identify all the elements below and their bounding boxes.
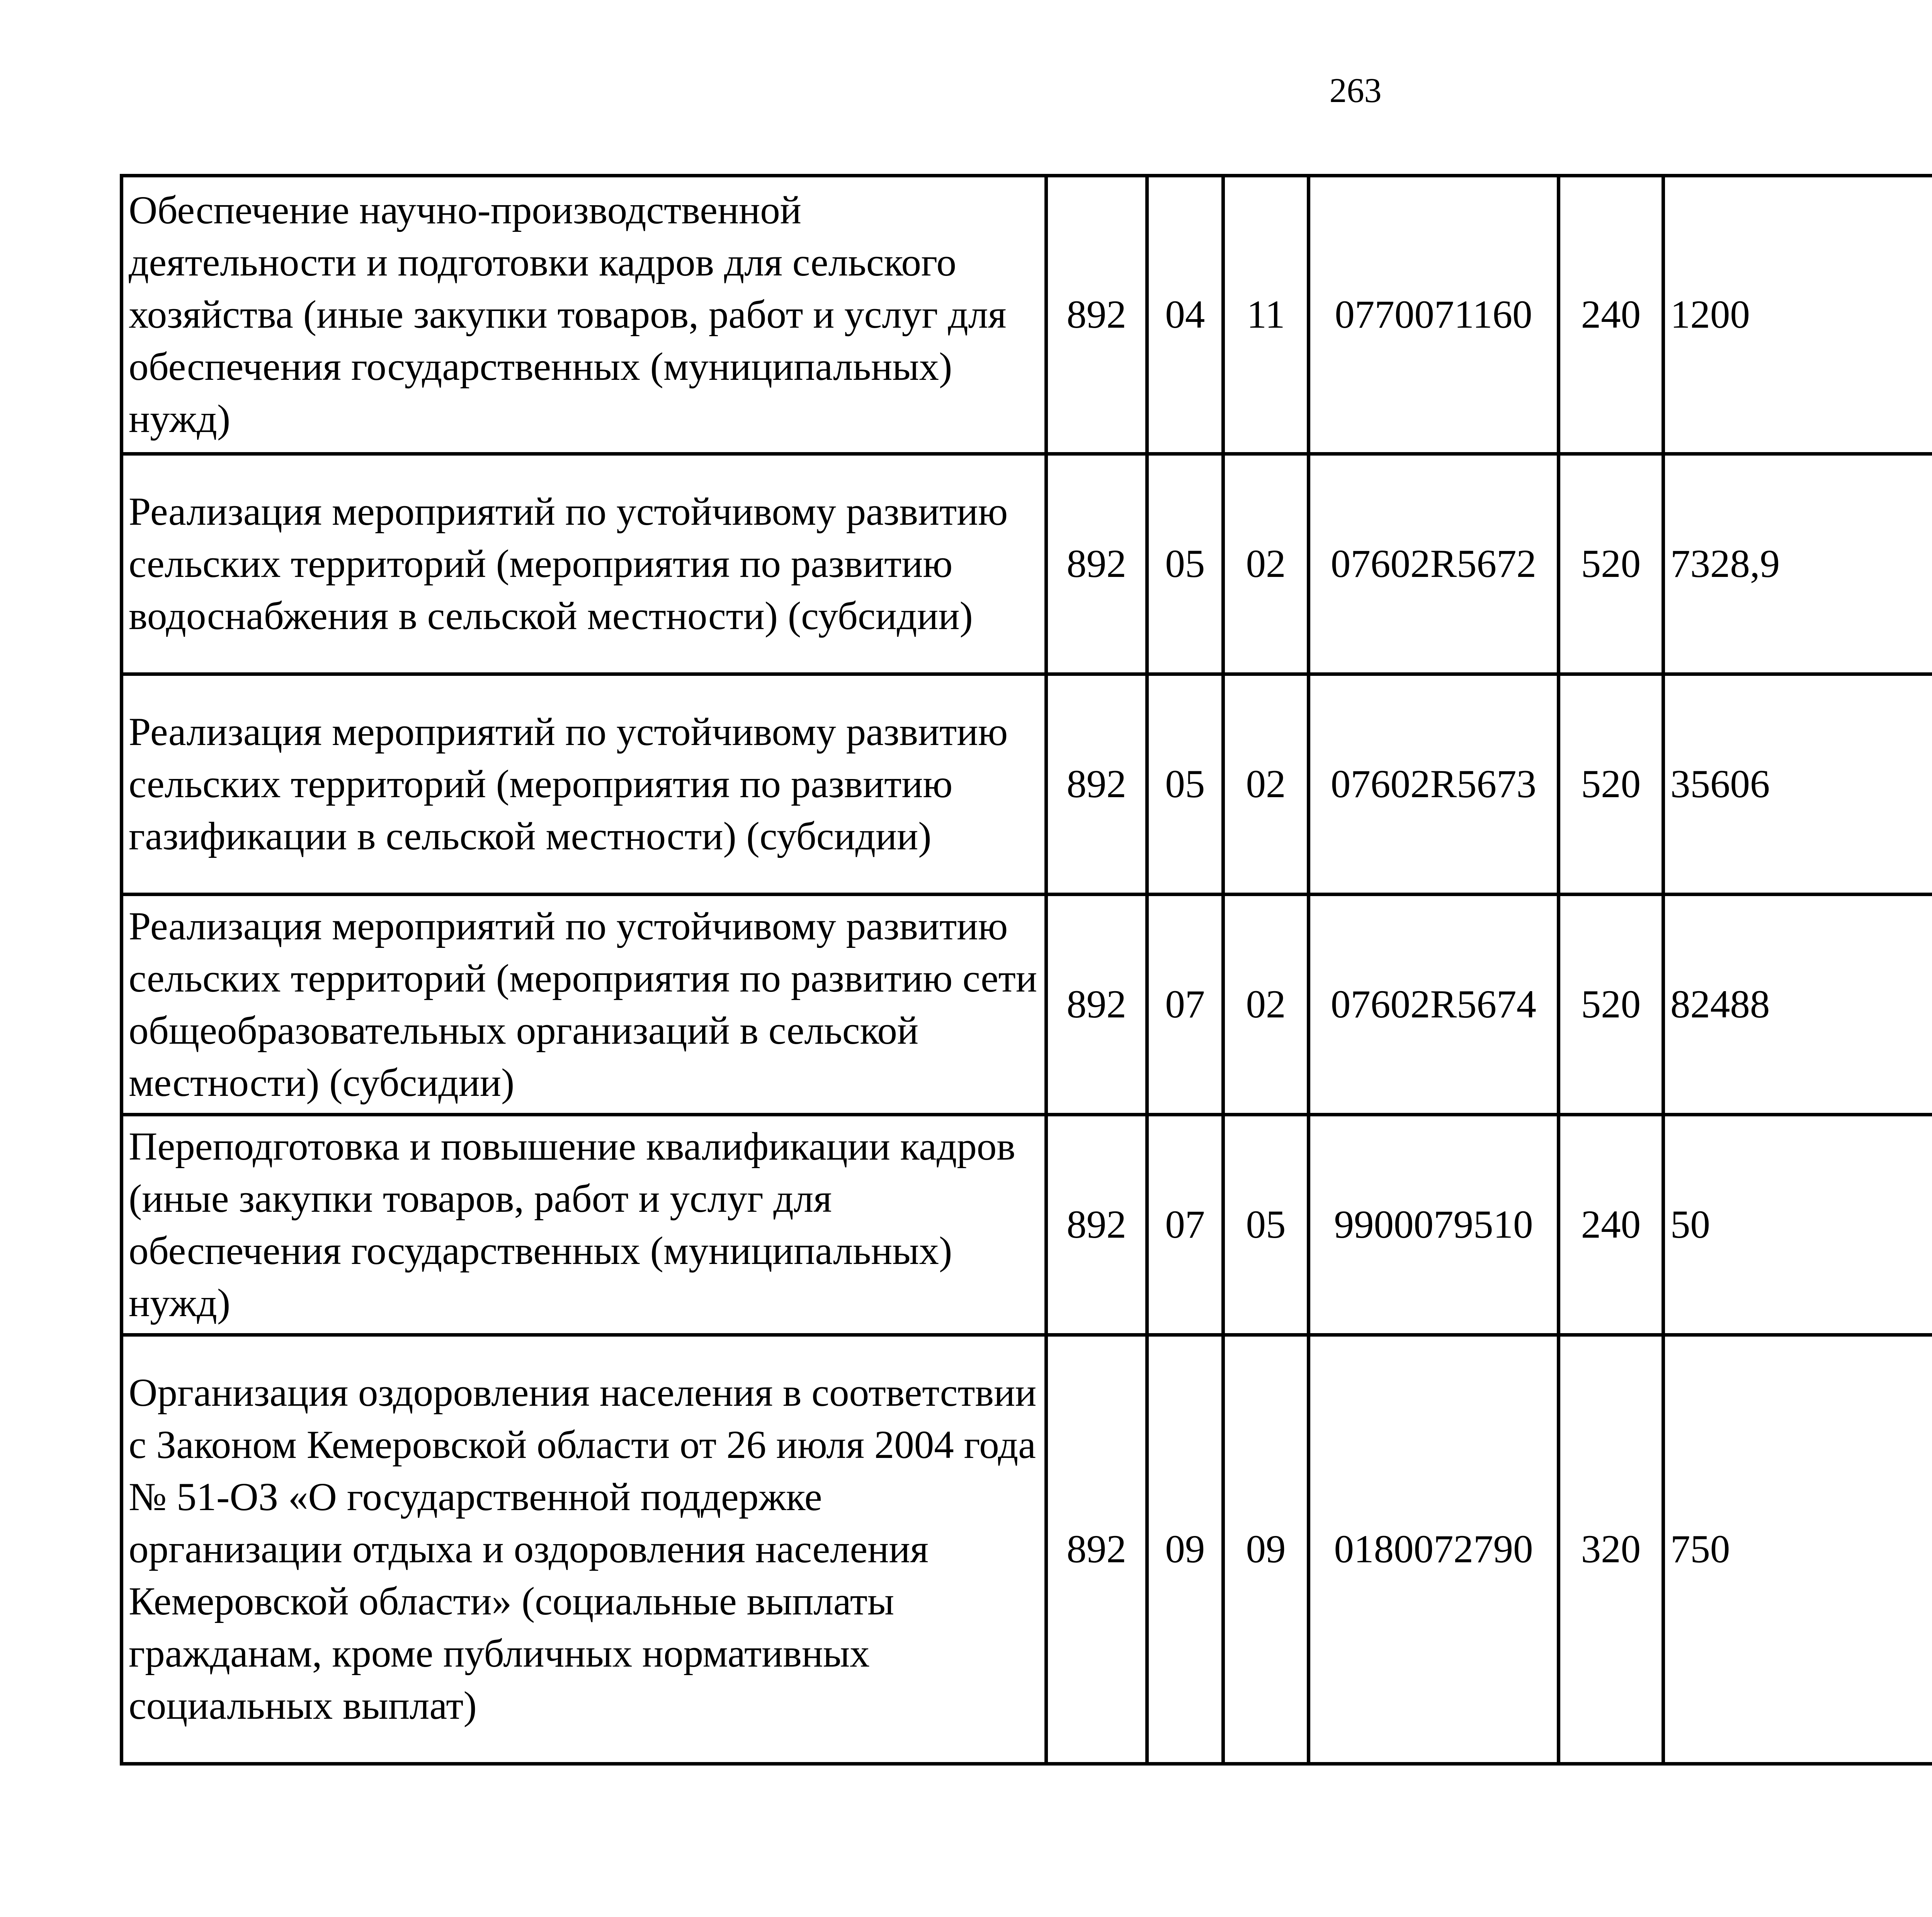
ministry-code: 892 <box>1046 1115 1147 1335</box>
expense-type-code: 520 <box>1558 895 1663 1115</box>
expense-type-code: 520 <box>1558 454 1663 674</box>
subsection-code: 02 <box>1223 454 1309 674</box>
expense-type-code: 320 <box>1558 1335 1663 1764</box>
amount-year-1: 1200 <box>1663 176 1932 454</box>
subsection-code: 09 <box>1223 1335 1309 1764</box>
section-code: 07 <box>1147 1115 1223 1335</box>
expense-type-code: 240 <box>1558 176 1663 454</box>
subsection-code: 11 <box>1223 176 1309 454</box>
table-row <box>122 895 1932 1115</box>
section-code: 05 <box>1147 454 1223 674</box>
target-article-code: 0770071160 <box>1308 176 1558 454</box>
section-code: 04 <box>1147 176 1223 454</box>
row-description: Переподготовка и повышение квалификации кадров (иные закупки товаров, работ и услуг для обеспечения государственных (муниципальных) нужд) <box>122 1115 1046 1335</box>
target-article-code: 9900079510 <box>1308 1115 1558 1335</box>
budget-table <box>120 174 1932 1766</box>
amount-year-1: 7328,9 <box>1663 454 1932 674</box>
section-code: 07 <box>1147 895 1223 1115</box>
target-article-code: 0180072790 <box>1308 1335 1558 1764</box>
table-row <box>122 176 1932 454</box>
section-code: 05 <box>1147 674 1223 895</box>
amount-year-1: 750 <box>1663 1335 1932 1764</box>
target-article-code: 07602R5672 <box>1308 454 1558 674</box>
page-number: 263 <box>1329 71 1382 110</box>
row-description: Реализация мероприятий по устойчивому развитию сельских территорий (мероприятия по развитию сети общеобразовательных организаций в сельской местности) (субсидии) <box>122 895 1046 1115</box>
amount-year-1: 35606 <box>1663 674 1932 895</box>
table-row <box>122 454 1932 674</box>
target-article-code: 07602R5673 <box>1308 674 1558 895</box>
row-description: Обеспечение научно-производственной деятельности и подготовки кадров для сельского хозяйства (иные закупки товаров, работ и услуг для обеспечения государственных (муниципальных) нужд) <box>122 176 1046 454</box>
ministry-code: 892 <box>1046 674 1147 895</box>
subsection-code: 02 <box>1223 895 1309 1115</box>
ministry-code: 892 <box>1046 895 1147 1115</box>
ministry-code: 892 <box>1046 176 1147 454</box>
ministry-code: 892 <box>1046 454 1147 674</box>
table-row <box>122 674 1932 895</box>
table-row <box>122 1115 1932 1335</box>
table-row <box>122 1335 1932 1764</box>
amount-year-1: 82488 <box>1663 895 1932 1115</box>
section-code: 09 <box>1147 1335 1223 1764</box>
row-description: Реализация мероприятий по устойчивому развитию сельских территорий (мероприятия по развитию газификации в сельской местности) (субсидии) <box>122 674 1046 895</box>
expense-type-code: 240 <box>1558 1115 1663 1335</box>
row-description: Организация оздоровления населения в соответствии с Законом Кемеровской области от 26 июля 2004 года № 51-ОЗ «О государственной поддержке организации отдыха и оздоровления населения Кемеровской области» (социальные выплаты гражданам, кроме публичных нормативных социальных выплат) <box>122 1335 1046 1764</box>
amount-year-1: 50 <box>1663 1115 1932 1335</box>
subsection-code: 05 <box>1223 1115 1309 1335</box>
subsection-code: 02 <box>1223 674 1309 895</box>
ministry-code: 892 <box>1046 1335 1147 1764</box>
expense-type-code: 520 <box>1558 674 1663 895</box>
target-article-code: 07602R5674 <box>1308 895 1558 1115</box>
row-description: Реализация мероприятий по устойчивому развитию сельских территорий (мероприятия по развитию водоснабжения в сельской местности) (субсидии) <box>122 454 1046 674</box>
